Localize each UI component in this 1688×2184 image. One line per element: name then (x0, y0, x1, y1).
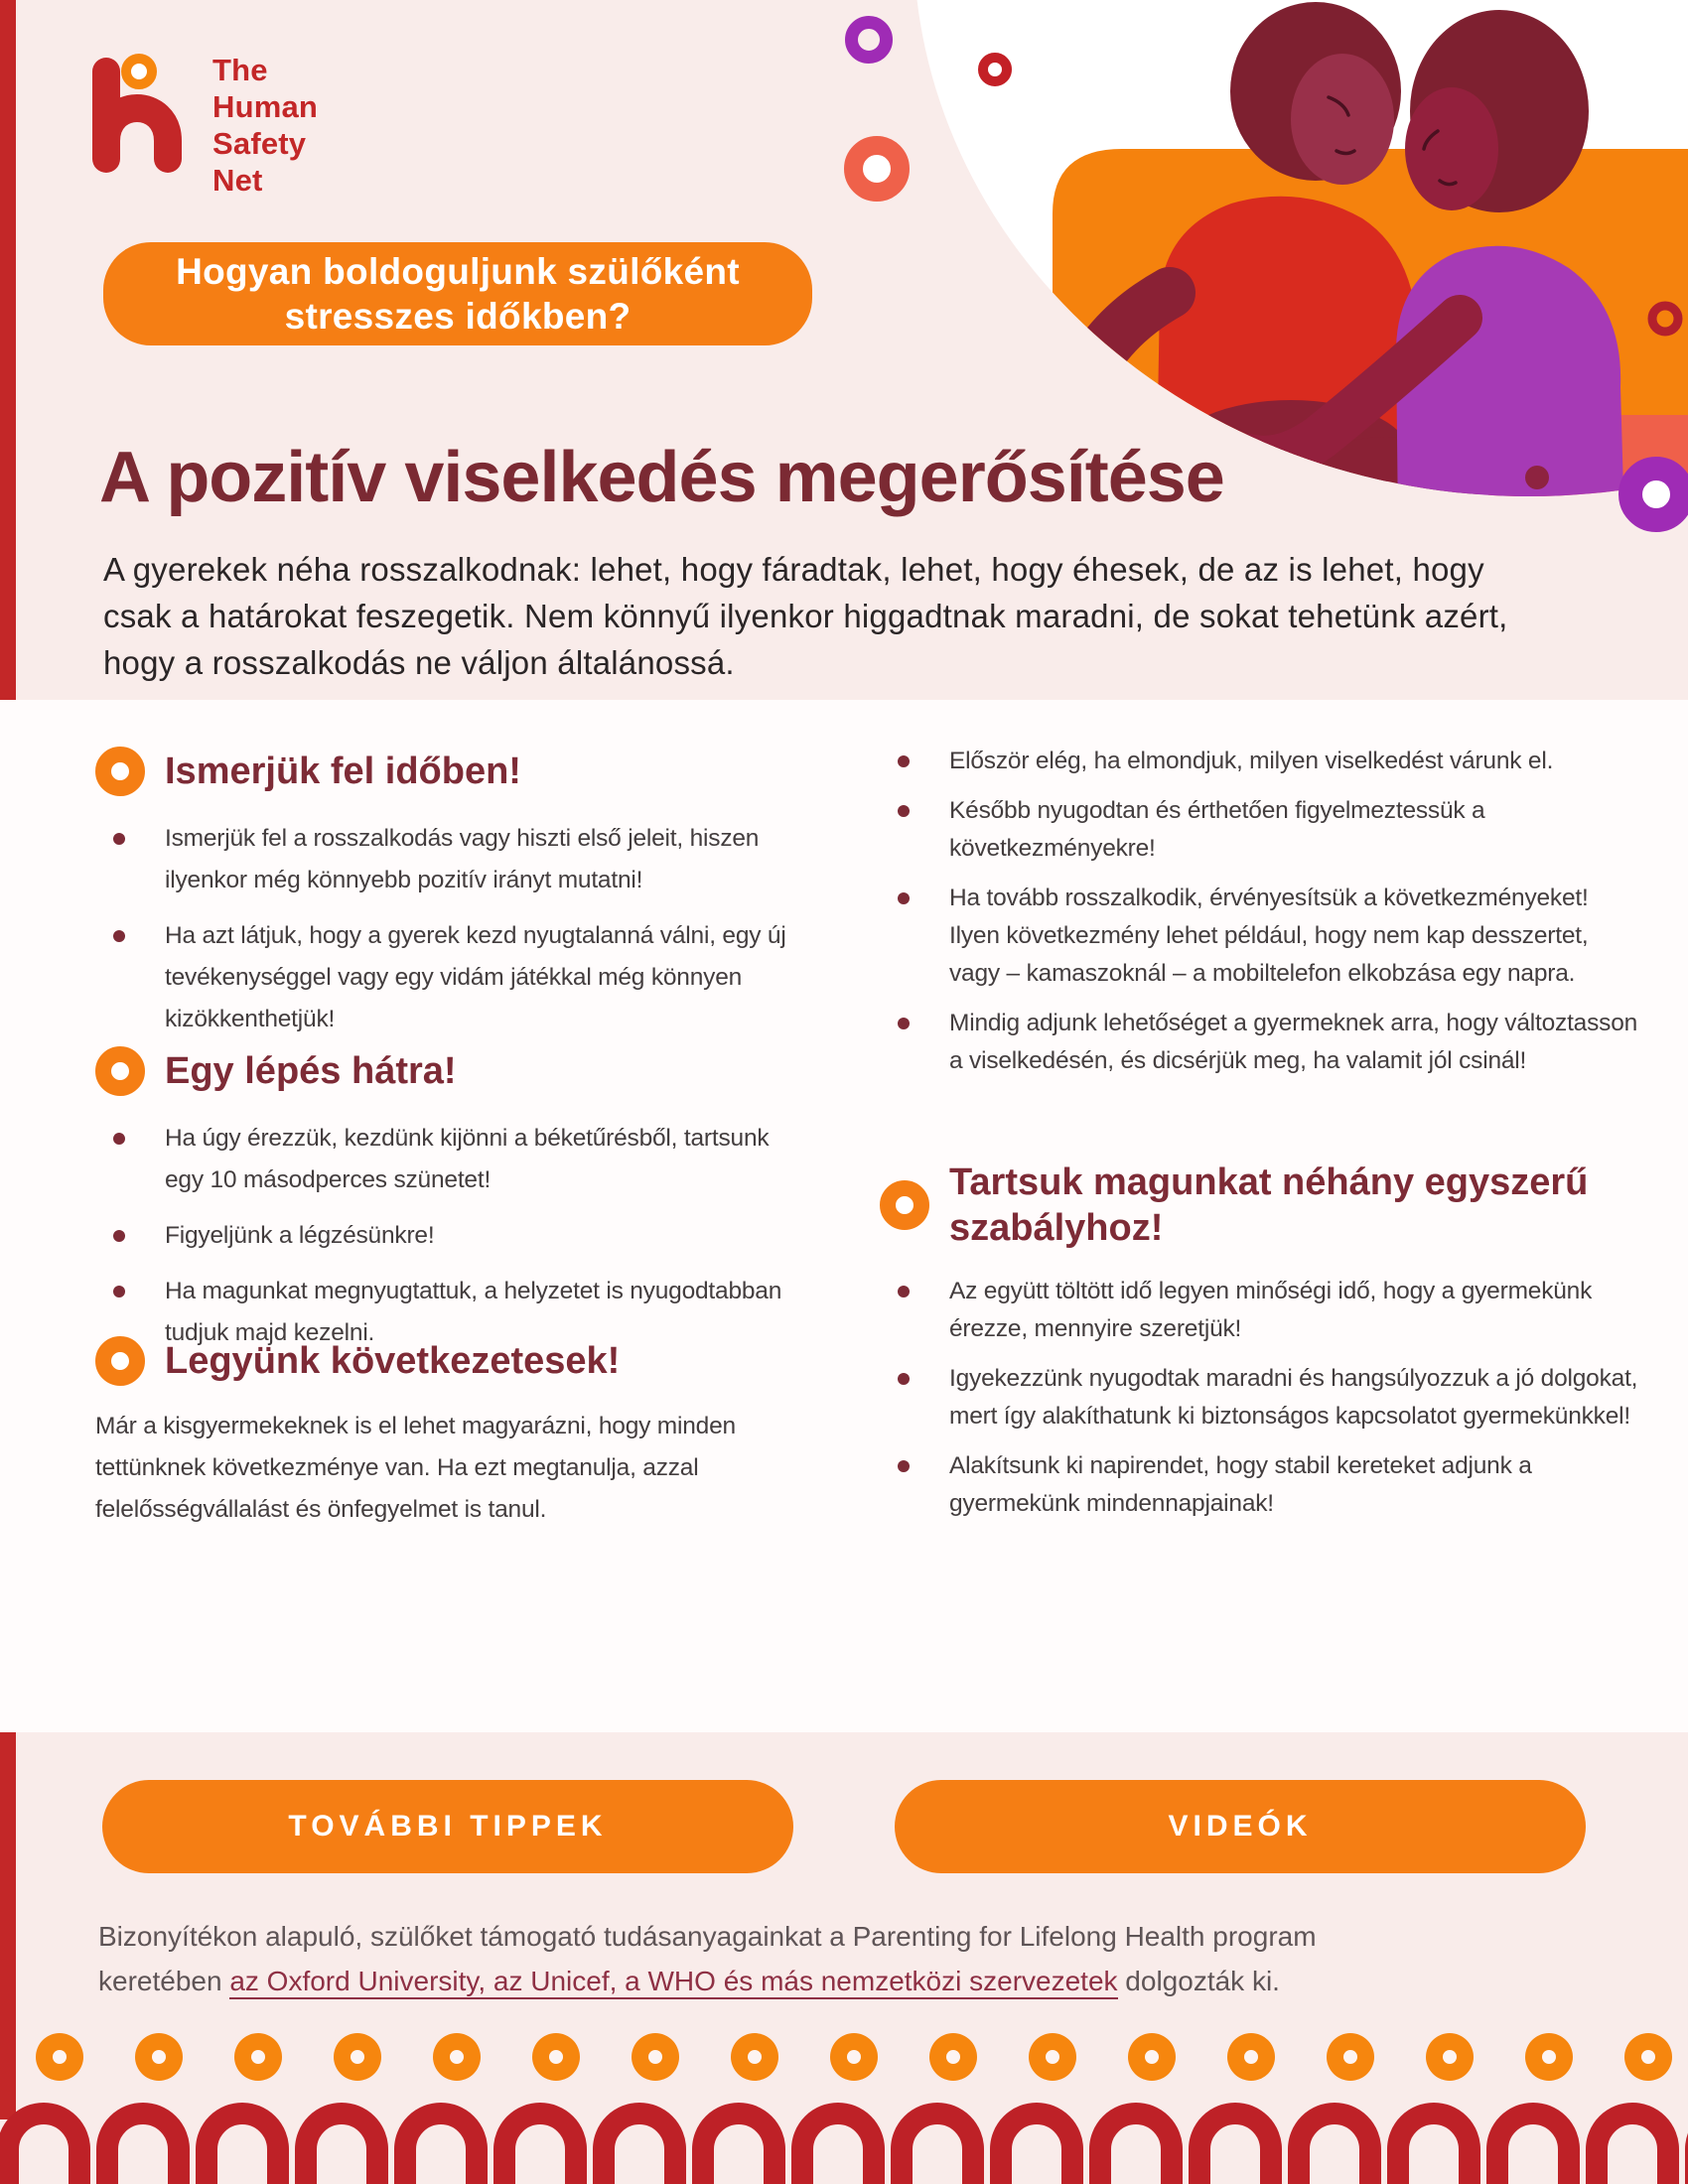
dot-ornament (1426, 2033, 1474, 2081)
section-heading: Egy lépés hátra! (165, 1050, 457, 1092)
dot-ornament (532, 2033, 580, 2081)
orange-dots-border (0, 2033, 1688, 2081)
footer-credit (98, 1914, 1508, 2003)
section-be-consistent (95, 1336, 804, 1531)
arch-ornament (107, 2114, 179, 2184)
list-item (95, 818, 804, 901)
arch-ornament (604, 2114, 675, 2184)
page-title: A pozitív viselkedés megerősítése (99, 438, 1224, 517)
logo-line: The (212, 53, 268, 87)
dot-ornament (234, 2033, 282, 2081)
arch-ornament (405, 2114, 477, 2184)
arch-ornament (1199, 2114, 1271, 2184)
arch-ornament (207, 2114, 278, 2184)
logo-line: Safety (212, 126, 307, 161)
list-item (880, 743, 1642, 780)
arch-ornament (902, 2114, 973, 2184)
dot-ornament (1227, 2033, 1275, 2081)
right-column-bullets (880, 743, 1642, 1092)
badge-line1: Hogyan boldoguljunk szülőként (176, 251, 740, 292)
footer-line2-suffix: dolgozták ki. (1117, 1966, 1280, 1996)
dot-ornament (731, 2033, 778, 2081)
dot-ornament (1525, 2033, 1573, 2081)
videos-button[interactable]: VIDEÓK (895, 1780, 1586, 1873)
bullet-text: Először elég, ha elmondjuk, milyen viselkedést várunk el. (949, 748, 1554, 774)
list-item (880, 1360, 1642, 1435)
footer-line2 (98, 1959, 1508, 2003)
topic-badge (103, 242, 812, 345)
arch-ornament (306, 2114, 377, 2184)
dot-ornament (36, 2033, 83, 2081)
purple-donut-icon (1618, 457, 1688, 532)
dot-ornament (632, 2033, 679, 2081)
list-item (880, 1273, 1642, 1348)
logo-line: Net (212, 163, 263, 198)
section-recognize-in-time (95, 747, 804, 1054)
dot-ornament (433, 2033, 481, 2081)
section-step-back (95, 1046, 804, 1368)
dot-ornament (334, 2033, 381, 2081)
list-item (880, 1005, 1642, 1080)
logo-orange-dot (126, 59, 152, 84)
arch-ornament (8, 2114, 79, 2184)
bullet-text: Ismerjük fel a rosszalkodás vagy hiszti első jeleit, hiszen ilyenkor még könnyebb pozitív irányt mutatni! (165, 825, 760, 893)
section-simple-rules (880, 1160, 1642, 1535)
section-heading: Tartsuk magunkat néhány egyszerű szabályhoz! (949, 1161, 1589, 1249)
bullet-text: Igyekezzünk nyugodtak maradni és hangsúlyozzuk a jó dolgokat, mert így alakíthatunk ki biztonságos kapcsolatot gyermekünkkel! (949, 1365, 1638, 1430)
logo-wordmark (212, 52, 318, 199)
dot-ornament (1327, 2033, 1374, 2081)
list-item (95, 915, 804, 1040)
dot-ornament (1029, 2033, 1076, 2081)
section-paragraph: Már a kisgyermekeknek is el lehet magyarázni, hogy minden tettünknek következménye van. Ha ezt megtanulja, azzal felelősségvállalást és önfegyelmet is tanul. (95, 1413, 736, 1523)
list-item (95, 1215, 804, 1257)
orange-ring-bullet-icon (95, 1336, 145, 1386)
intro-paragraph: A gyerekek néha rosszalkodnak: lehet, hogy fáradtak, lehet, hogy éhesek, de az is lehet, hogy csak a határokat feszegetik. Nem könnyű ilyenkor higgadtnak maradni, de sokat tehetünk azért, hogy a rosszalkodás ne váljon általánossá. (103, 551, 1508, 681)
bullet-text: Később nyugodtan és érthetően figyelmeztessük a következményekre! (949, 797, 1485, 862)
orange-ring-bullet-icon (95, 1046, 145, 1096)
section-heading: Legyünk következetesek! (165, 1340, 621, 1382)
arch-ornament (1597, 2114, 1668, 2184)
bullet-text: Ha tovább rosszalkodik, érvényesítsük a következményeket! Ilyen következmény lehet például, hogy nem kap desszertet, vagy – kamaszoknál – a mobiltelefon elkobzása egy napra. (949, 885, 1589, 987)
arch-ornament (1398, 2114, 1470, 2184)
dot-ornament (929, 2033, 977, 2081)
section-heading: Ismerjük fel időben! (165, 751, 521, 792)
purple-ring-icon (845, 16, 893, 64)
logo-line: Human (212, 89, 319, 124)
red-mini-ring-icon (978, 53, 1012, 86)
coral-ring-icon (844, 136, 910, 202)
list-item (880, 792, 1642, 868)
arch-ornament (802, 2114, 874, 2184)
list-item (880, 1447, 1642, 1523)
bullet-text: Az együtt töltött idő legyen minőségi idő, hogy a gyermekünk érezze, mennyire szeretjük! (949, 1278, 1593, 1342)
dot-ornament (1128, 2033, 1176, 2081)
bullet-text: Ha úgy érezzük, kezdünk kijönni a béketűrésből, tartsunk egy 10 másodperces szünetet! (165, 1125, 770, 1193)
footer-line1: Bizonyítékon alapuló, szülőket támogató tudásanyagainkat a Parenting for Lifelong Health program (98, 1921, 1317, 1952)
arch-ornament (703, 2114, 774, 2184)
human-safety-net-logo (0, 0, 397, 199)
orange-ring-bullet-icon (880, 1180, 929, 1230)
list-item (880, 880, 1642, 993)
arch-ornament (1100, 2114, 1172, 2184)
dot-ornament (830, 2033, 878, 2081)
list-item (95, 1118, 804, 1201)
bullet-text: Alakítsunk ki napirendet, hogy stabil kereteket adjunk a gyermekünk mindennapjainak! (949, 1452, 1532, 1517)
arch-ornament (1299, 2114, 1370, 2184)
bullet-text: Ha azt látjuk, hogy a gyerek kezd nyugtalanná válni, egy új tevékenységgel vagy egy vidám játékkal még könnyen kizökkenthetjük! (165, 922, 786, 1032)
bullet-text: Mindig adjunk lehetőséget a gyermeknek arra, hogy változtasson a viselkedésén, és dicsérjük meg, ha valamit jól csinál! (949, 1010, 1638, 1074)
organizations-link[interactable]: az Oxford University, az Unicef, a WHO és más nemzetközi szervezetek (229, 1966, 1117, 1999)
orange-ring-bullet-icon (95, 747, 145, 796)
dot-ornament (1624, 2033, 1672, 2081)
bullet-text: Ha magunkat megnyugtattuk, a helyzetet is nyugodtabban tudjuk majd kezelni. (165, 1278, 782, 1346)
badge-line2: stresszes időkben? (284, 296, 632, 337)
arch-ornament (1497, 2114, 1569, 2184)
bullet-text: Figyeljünk a légzésünkre! (165, 1222, 435, 1249)
arch-ornament (504, 2114, 576, 2184)
footer-line2-prefix: keretében (98, 1966, 230, 1996)
red-arches-border (0, 2085, 1688, 2184)
dot-ornament (135, 2033, 183, 2081)
more-tips-button[interactable]: TOVÁBBI TIPPEK (102, 1780, 793, 1873)
arch-ornament (1001, 2114, 1072, 2184)
